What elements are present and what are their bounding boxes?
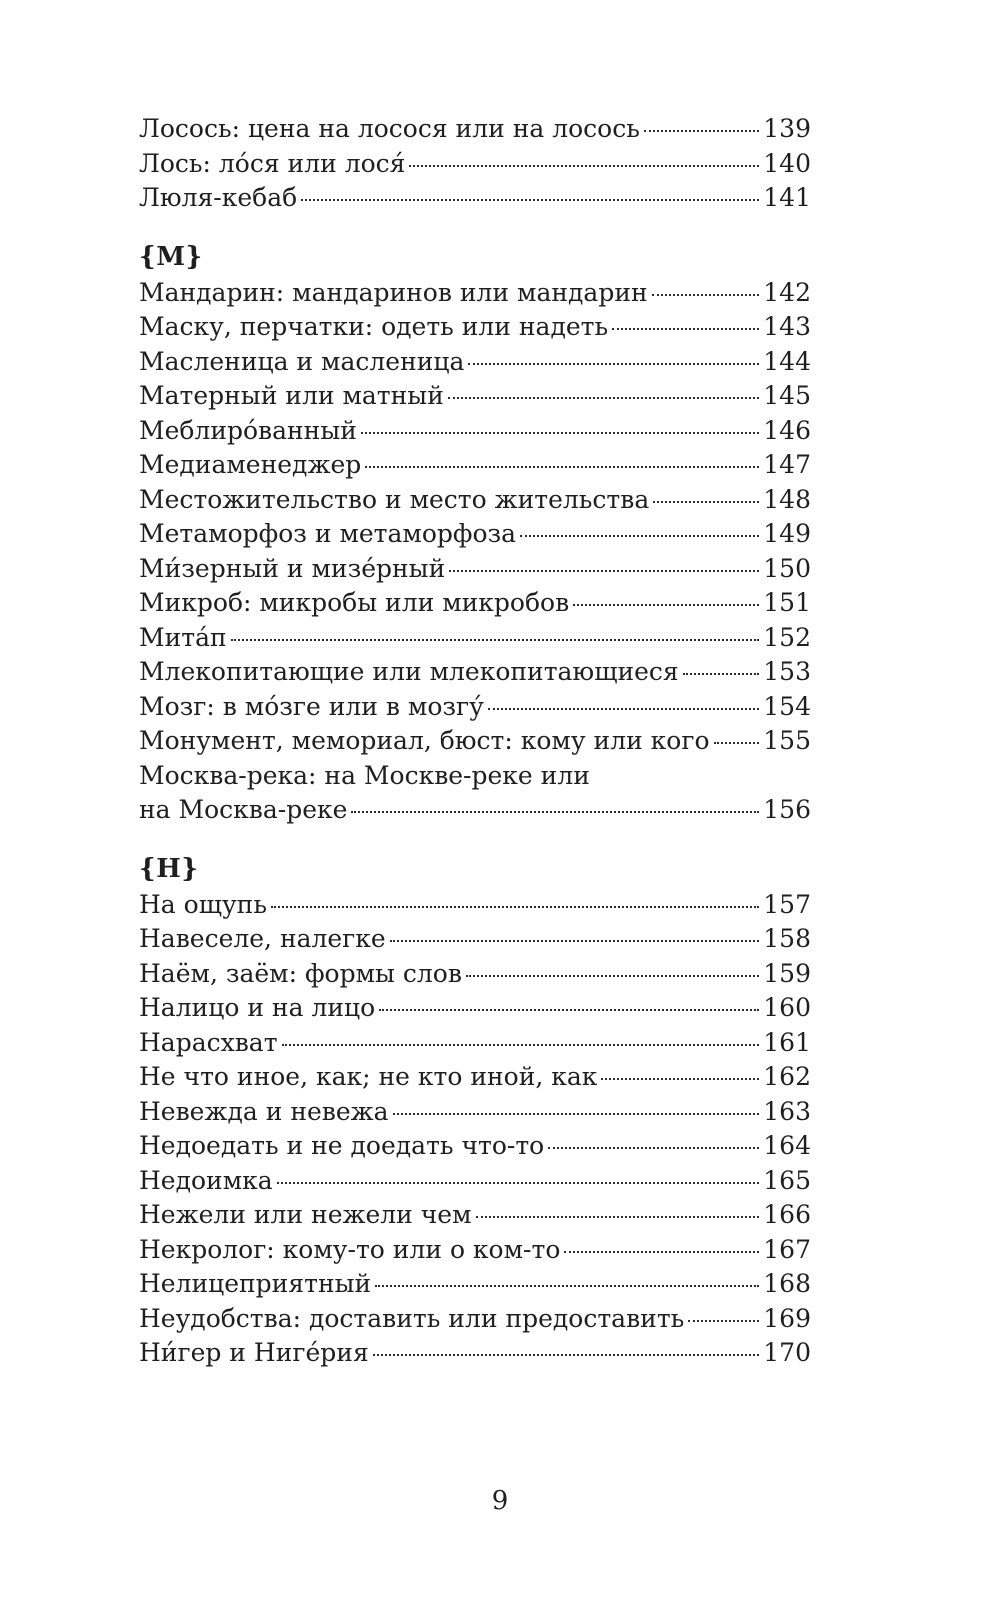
toc-entry (139, 1026, 811, 1061)
toc-entry (139, 793, 811, 828)
dot-leader (448, 396, 759, 399)
toc-entry (139, 957, 811, 992)
toc-entry-title: Нежели или нежели чем (139, 1200, 472, 1229)
toc-entry (139, 586, 811, 621)
toc-entry (139, 724, 811, 759)
dot-leader (282, 1043, 760, 1046)
toc-entry-page: 159 (763, 958, 811, 988)
toc-entry-page: 139 (763, 114, 811, 143)
toc-entry-page: 153 (763, 657, 811, 686)
toc-entry-title: Ни́гер и Ниге́рия (139, 1338, 369, 1367)
toc-entry (139, 991, 811, 1026)
toc-entry (139, 448, 811, 483)
toc-entry-title: Москва-река: на Москве-реке или (139, 760, 590, 790)
toc-entry-page: 166 (763, 1200, 811, 1229)
toc-entry-title: Нелицеприятный (139, 1269, 372, 1298)
dot-leader (271, 905, 759, 908)
toc-entry-page: 148 (763, 484, 811, 514)
toc-entry-title: Люля-кебаб (139, 183, 298, 212)
dot-leader (652, 293, 760, 296)
toc-entry-page: 140 (763, 148, 811, 178)
toc-entry-page: 165 (763, 1165, 811, 1195)
toc-entry-title: Нарасхват (139, 1027, 278, 1057)
toc-entry-page: 162 (763, 1062, 811, 1091)
dot-leader (449, 569, 759, 572)
dot-leader (373, 1353, 760, 1356)
dot-leader (644, 129, 759, 132)
toc-entry-title: Неудобства: доставить или предоставить (139, 1303, 685, 1333)
toc-entry-page: 151 (763, 588, 811, 617)
toc-entry-title: Лось: ло́ся или лося́ (139, 148, 406, 178)
toc-entry-title: Недоедать и не доедать что-то (139, 1131, 545, 1160)
toc-entry (139, 1129, 811, 1164)
toc-entry (139, 655, 811, 690)
toc-entry-title: Лосось: цена на лосося или на лосось (139, 114, 640, 143)
toc-entry-title: Мозг: в мо́зге или в мозгу́ (139, 691, 484, 721)
dot-leader (476, 1215, 760, 1218)
toc-entry-title: Меблиро́ванный (139, 415, 357, 445)
toc-entry (139, 181, 811, 216)
toc-section-n (139, 888, 811, 1371)
toc-entry (139, 690, 811, 725)
toc-entry-title: Метаморфоз и метаморфоза (139, 519, 517, 548)
dot-leader (361, 431, 759, 434)
toc-entry (139, 276, 811, 311)
toc-entry-title: Монумент, мемориал, бюст: кому или кого (139, 726, 710, 755)
toc-entry-title: Невежда и невежа (139, 1096, 389, 1126)
toc-entry (139, 888, 811, 923)
toc-entry (139, 1095, 811, 1130)
table-of-contents (139, 112, 811, 1371)
toc-entry-page: 170 (763, 1338, 811, 1367)
toc-entry (139, 1198, 811, 1233)
dot-leader (365, 465, 759, 468)
toc-entry-title: Маску, перчатки: одеть или надеть (139, 312, 609, 341)
toc-entry-page: 161 (763, 1027, 811, 1057)
toc-entry (139, 922, 811, 957)
toc-entry-title: Местожительство и место жительства (139, 484, 650, 514)
toc-entry-title: Масленица и масленица (139, 346, 465, 376)
dot-leader (375, 1284, 759, 1287)
toc-entry (139, 483, 811, 518)
toc-entry-page: 150 (763, 553, 811, 583)
dot-leader (683, 672, 760, 675)
toc-entry-title: Мита́п (139, 622, 227, 652)
dot-leader (466, 974, 759, 977)
toc-entry (139, 112, 811, 147)
toc-entry-page: 149 (763, 519, 811, 548)
toc-entry-page: 157 (763, 889, 811, 919)
toc-entry (139, 147, 811, 182)
toc-entry-page: 144 (763, 346, 811, 376)
toc-entry-wrapped-line1 (139, 759, 811, 794)
toc-entry-page: 152 (763, 622, 811, 652)
dot-leader (612, 327, 759, 330)
toc-entry (139, 1233, 811, 1268)
toc-entry-title: Матерный или матный (139, 381, 444, 410)
toc-entry-title: Ми́зерный и мизе́рный (139, 553, 446, 583)
toc-entry-title: Не что иное, как; не кто иной, как (139, 1062, 598, 1091)
toc-entry (139, 1336, 811, 1371)
toc-entry (139, 552, 811, 587)
dot-leader (393, 1112, 760, 1115)
toc-entry-title: Налицо и на лицо (139, 993, 376, 1022)
dot-leader (548, 1146, 759, 1149)
toc-top-list (139, 112, 811, 216)
toc-entry-title: Некролог: кому-то или о ком-то (139, 1234, 561, 1264)
page-number: 9 (491, 1486, 509, 1516)
toc-entry-page: 167 (763, 1234, 811, 1264)
toc-entry (139, 414, 811, 449)
toc-entry (139, 517, 811, 552)
section-heading-m: {М} (139, 241, 203, 272)
toc-entry-page: 156 (763, 795, 811, 824)
toc-entry (139, 1060, 811, 1095)
dot-leader (688, 1319, 759, 1322)
dot-leader (301, 198, 759, 201)
dot-leader (409, 164, 759, 167)
toc-entry-page: 164 (763, 1131, 811, 1160)
toc-entry (139, 1302, 811, 1337)
toc-entry-page: 163 (763, 1096, 811, 1126)
dot-leader (520, 534, 759, 537)
dot-leader (601, 1077, 759, 1080)
toc-entry-title: Млекопитающие или млекопитающиеся (139, 657, 679, 686)
toc-entry-page: 143 (763, 312, 811, 341)
toc-entry (139, 1164, 811, 1199)
dot-leader (564, 1250, 759, 1253)
toc-entry-page: 160 (763, 993, 811, 1022)
toc-entry-page: 169 (763, 1303, 811, 1333)
dot-leader (277, 1181, 760, 1184)
toc-entry-page: 168 (763, 1269, 811, 1298)
toc-entry (139, 379, 811, 414)
toc-entry-page: 141 (763, 183, 811, 212)
dot-leader (468, 362, 759, 365)
toc-section-m (139, 276, 811, 828)
dot-leader (231, 638, 760, 641)
toc-entry-page: 145 (763, 381, 811, 410)
dot-leader (573, 603, 759, 606)
toc-entry-title: Недоимка (139, 1165, 273, 1195)
toc-entry-title: Навеселе, налегке (139, 924, 386, 953)
toc-entry-title: Микроб: микробы или микробов (139, 588, 570, 617)
toc-entry (139, 345, 811, 380)
toc-entry (139, 310, 811, 345)
toc-entry-title: Медиаменеджер (139, 450, 362, 479)
dot-leader (351, 810, 759, 813)
toc-entry-page: 155 (763, 726, 811, 755)
dot-leader (379, 1008, 759, 1011)
dot-leader (714, 741, 760, 744)
toc-entry-page: 146 (763, 415, 811, 445)
dot-leader (653, 500, 759, 503)
toc-entry-page: 154 (763, 691, 811, 721)
toc-entry-title: На ощупь (139, 889, 267, 919)
toc-entry-title: на Москва-реке (139, 795, 348, 824)
toc-entry-page: 158 (763, 924, 811, 953)
toc-entry-title: Мандарин: мандаринов или мандарин (139, 277, 648, 307)
toc-entry-page: 147 (763, 450, 811, 479)
section-heading-n: {Н} (139, 853, 199, 884)
dot-leader (390, 939, 760, 942)
toc-entry (139, 621, 811, 656)
toc-entry-page: 142 (763, 277, 811, 307)
toc-entry (139, 1267, 811, 1302)
dot-leader (488, 707, 759, 710)
toc-entry-title: Наём, заём: формы слов (139, 958, 462, 988)
